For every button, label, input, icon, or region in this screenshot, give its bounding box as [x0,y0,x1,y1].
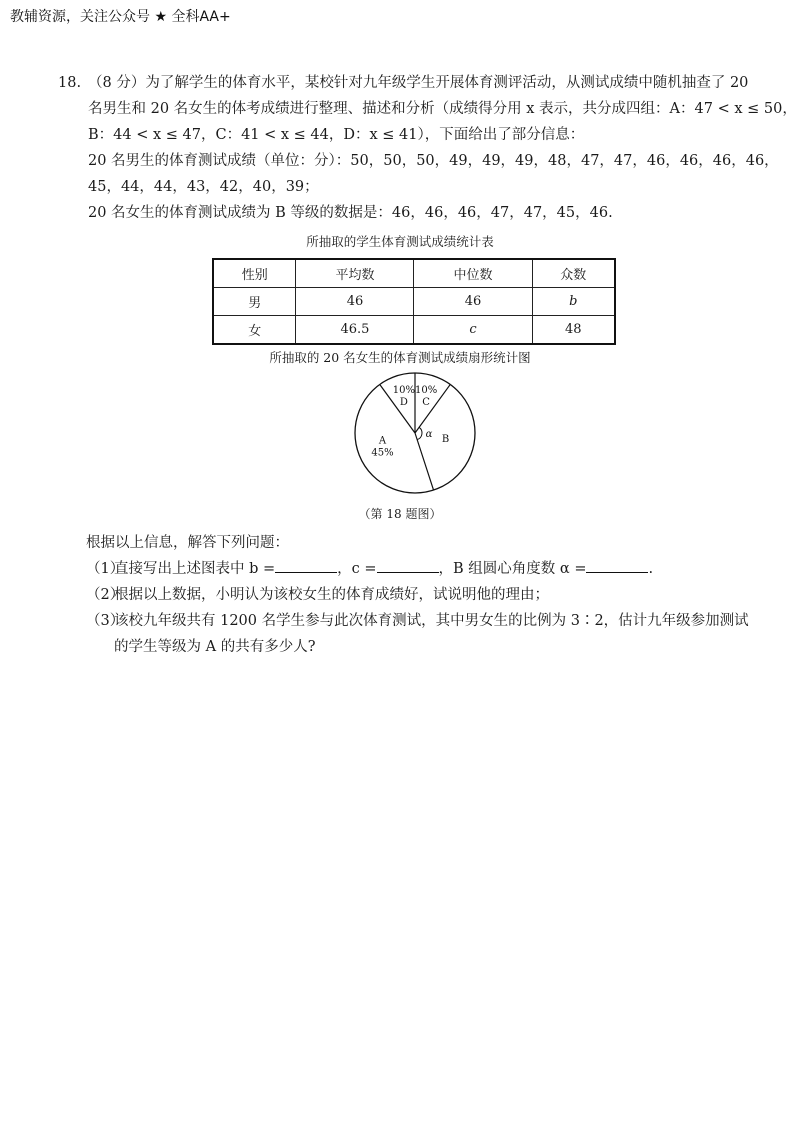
pie-slice-label-a: A [378,435,387,447]
table-row [213,316,615,345]
sub-question-text: 直接写出上述图表中 b = [114,561,276,577]
question-line-6: 20 名女生的体育测试成绩为 B 等级的数据是：46，46，46，47，47，45，46. [88,205,613,221]
table-header-cell: 性别 [213,259,296,288]
table-header-cell: 众数 [532,259,615,288]
sub-questions [86,530,766,660]
sub-question-3-continued: 的学生等级为 A 的共有多少人? [114,639,316,655]
pie-slice-label-b: B [441,434,450,446]
pie-slice-label-d: D [399,396,408,408]
sub-question-1 [86,556,766,582]
sub-question-number: （1） [86,561,125,577]
sub-question-2 [86,582,766,608]
sub-question-text: ，c = [337,561,377,577]
question-number: 18. [58,75,82,91]
table-header-cell: 中位数 [414,259,532,288]
pie-chart-title: 所抽取的 20 名女生的体育测试成绩扇形统计图 [269,350,531,365]
table-cell: b [532,288,615,316]
sub-question-text: 该校九年级共有 1200 名学生参与此次体育测试，其中男女生的比例为 3∶2，估计九年级参加测试 [114,613,749,629]
sub-question-number: （2） [86,587,125,603]
table-header-cell: 平均数 [296,259,414,288]
question-line-1 [58,70,758,96]
pie-slice-percent-a: 45% [371,447,394,459]
table-cell: 男 [213,288,296,316]
question-line-5: 45，44，44，43，42，40，39； [88,179,319,195]
table-header-row [213,259,615,288]
sub-question-text: ，B 组圆心角度数 α = [438,561,587,577]
pie-chart [340,370,490,500]
answer-blank-alpha[interactable] [586,558,648,573]
pie-slice-label-c: C [422,396,430,408]
table-row [213,288,615,316]
stats-table [212,258,616,345]
sub-question-end: . [648,561,654,577]
table-cell: 46.5 [296,316,414,345]
page-header: 教辅资源，关注公众号 ★ 全科AA+ [10,9,231,25]
sub-question-3 [86,608,766,634]
question-line-3: B：44 < x ≤ 47，C：41 < x ≤ 44，D：x ≤ 41），下面给出了部分信息： [88,127,585,143]
pie-chart-svg [340,370,490,500]
sub-intro: 根据以上信息，解答下列问题： [86,535,289,551]
table-cell: 女 [213,316,296,345]
question-line-2: 名男生和 20 名女生的体考成绩进行整理、描述和分析（成绩得分用 x 表示，共分成四组：A：47 < x ≤ 50， [88,101,797,117]
question-stem [58,70,797,226]
table-cell: 46 [296,288,414,316]
table-cell: c [414,316,532,345]
sub-question-number: （3） [86,613,125,629]
question-text: （8 分）为了解学生的体育水平，某校针对九年级学生开展体育测评活动，从测试成绩中随机抽查了 20 [88,75,749,91]
sub-question-text: 根据以上数据，小明认为该校女生的体育成绩好，试说明他的理由； [114,587,549,603]
pie-slice-percent-d: 10% [392,384,415,396]
pie-angle-alpha: α [425,429,433,440]
table-cell: 46 [414,288,532,316]
figure-caption: （第 18 题图） [358,507,442,521]
question-line-4: 20 名男生的体育测试成绩（单位：分）：50，50，50，49，49，49，48，47，47，46，46，46，46， [88,153,779,169]
table-title: 所抽取的学生体育测试成绩统计表 [306,234,494,249]
pie-slice-boundary [415,433,434,490]
table-cell: 48 [532,316,615,345]
answer-blank-b[interactable] [275,558,337,573]
pie-slice-percent-c: 10% [415,384,438,396]
answer-blank-c[interactable] [377,558,439,573]
